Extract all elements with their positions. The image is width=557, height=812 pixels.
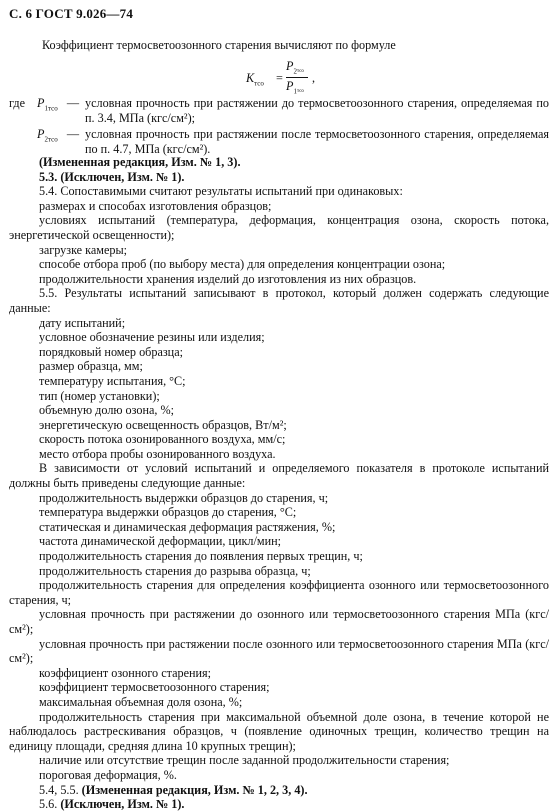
- paragraph: коэффициент озонного старения;: [39, 665, 212, 680]
- paragraph: пороговая деформация, %.: [39, 767, 177, 782]
- paragraph: температура выдержки образцов до старения, °С;: [39, 505, 297, 520]
- paragraph: продолжительность выдержки образцов до старения, ч;: [39, 490, 329, 505]
- paragraph: размерах и способах изготовления образцов;: [39, 198, 272, 213]
- formula: $K_{тсо}$ = $P_{2тсо}$ $P_{1тсо}$ ,: [246, 58, 386, 94]
- formula-intro: Коэффициент термосветоозонного старения вычисляют по формуле: [42, 38, 396, 52]
- paragraph: 5.4, 5.5. (Измененная редакция, Изм. № 1, 2, 3, 4).: [39, 782, 308, 797]
- paragraph: место отбора пробы озонированного воздуха.: [39, 446, 276, 461]
- paragraph: условная прочность при растяжении после озонного или термосветоозонного старения МПа (кгс/см²);: [9, 636, 549, 666]
- paragraph: продолжительности хранения изделий до изготовления из них образцов.: [39, 271, 417, 286]
- paragraph: скорость потока озонированного воздуха, мм/с;: [39, 432, 286, 447]
- paragraph: продолжительность старения при максимальной объемной доле озона, в течение которой не наблюдалось растрескивания образцов, ч (появление одиночных трещин, количество трещин на единицу площади, средняя длина 10 крупных трещин);: [9, 709, 549, 753]
- formula-denominator: $P_{1тсо}$: [286, 79, 304, 96]
- paragraph: В зависимости от условий испытаний и определяемого показателя в протоколе испытаний должны быть приведены следующие данные:: [9, 461, 549, 491]
- page-header: С. 6 ГОСТ 9.026—74: [9, 6, 134, 21]
- paragraph: продолжительность старения до появления первых трещин, ч;: [39, 549, 363, 564]
- paragraph: статическая и динамическая деформация растяжения, %;: [39, 519, 336, 534]
- formula-k: $K_{тсо}$: [246, 71, 264, 88]
- definition-p2: $P_{2тсо}$ — условная прочность при растяжении после термосветоозонного старения, определяемая по п. 4.7, МПа (кгс/см²).: [37, 127, 549, 156]
- formula-numerator: $P_{2тсо}$: [286, 59, 304, 76]
- paragraph: температуру испытания, °С;: [39, 373, 186, 388]
- paragraph: 5.4. Сопоставимыми считают результаты испытаний при одинаковых:: [39, 184, 403, 199]
- paragraph: дату испытаний;: [39, 315, 126, 330]
- paragraph: порядковый номер образца;: [39, 344, 183, 359]
- fraction-bar: [286, 77, 308, 78]
- paragraph: условная прочность при растяжении до озонного или термосветоозонного старения МПа (кгс/см²);: [9, 607, 549, 636]
- formula-equals: =: [276, 71, 283, 85]
- definitions: [9, 96, 549, 156]
- paragraph: тип (номер установки);: [39, 388, 160, 403]
- paragraph: продолжительность старения до разрыва образца, ч;: [39, 563, 311, 578]
- paragraph: максимальная объемная доля озона, %;: [39, 694, 243, 709]
- paragraph: условное обозначение резины или изделия;: [39, 330, 265, 345]
- paragraph: объемную долю озона, %;: [39, 403, 175, 418]
- paragraph: 5.3. (Исключен, Изм. № 1).: [39, 169, 185, 184]
- paragraph: способе отбора проб (по выбору места) для определения концентрации озона;: [39, 257, 446, 272]
- paragraph: (Измененная редакция, Изм. № 1, 3).: [39, 155, 241, 169]
- paragraph: наличие или отсутствие трещин после заданной продолжительности старения;: [39, 753, 450, 768]
- paragraph: 5.5. Результаты испытаний записывают в протокол, который должен содержать следующие данные:: [9, 286, 549, 315]
- paragraph: условиях испытаний (температура, деформация, концентрация озона, скорость потока, энергетической освещенности);: [9, 213, 549, 242]
- definition-p1: где $P_{1тсо}$ — условная прочность при растяжении до термосветоозонного старения, определяемая по п. 3.4, МПа (кгс/см²);: [9, 96, 549, 125]
- paragraph: 5.6. (Исключен, Изм. № 1).: [39, 797, 185, 812]
- paragraph: частота динамической деформации, цикл/мин;: [39, 534, 282, 549]
- paragraph: коэффициент термосветоозонного старения;: [39, 680, 270, 695]
- paragraph: размер образца, мм;: [39, 359, 143, 374]
- paragraph: продолжительность старения для определения коэффициента озонного или термосветоозонного старения, ч;: [9, 578, 549, 607]
- paragraph: энергетическую освещенность образцов, Вт/м²;: [39, 417, 287, 432]
- document-body: [9, 155, 549, 812]
- paragraph: загрузке камеры;: [39, 242, 128, 257]
